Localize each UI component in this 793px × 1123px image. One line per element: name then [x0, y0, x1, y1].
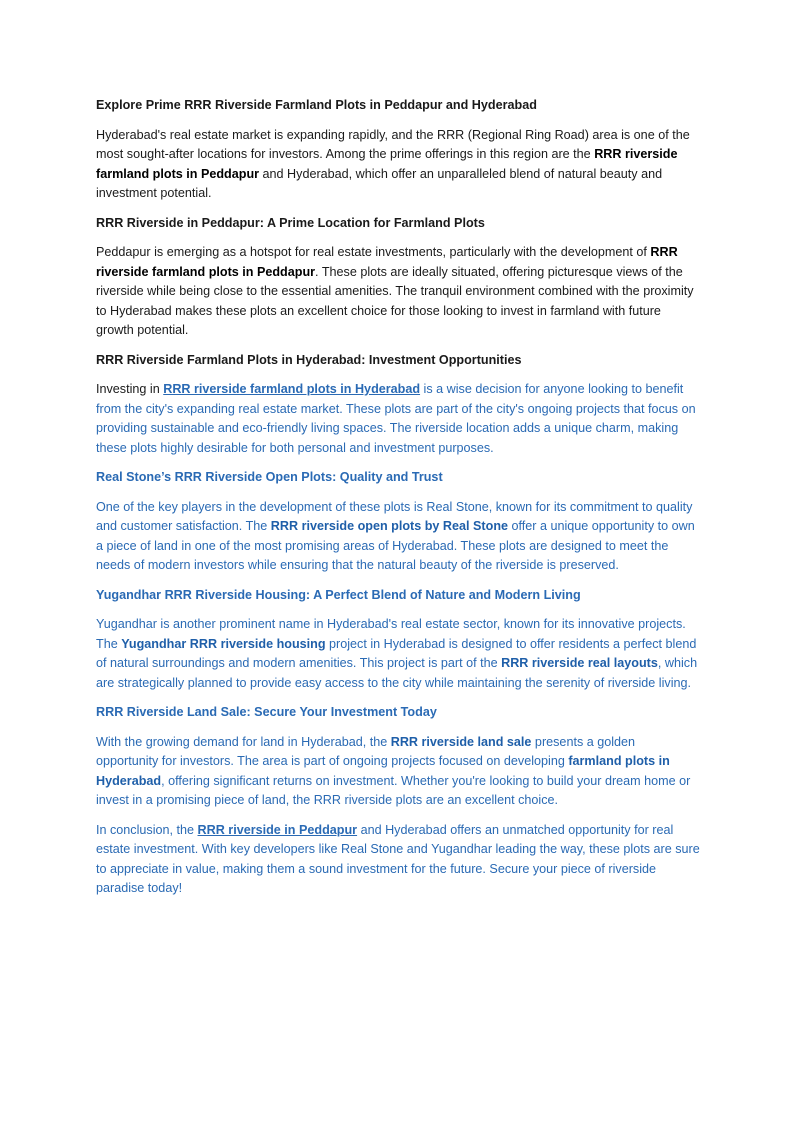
text-run: Peddapur is emerging as a hotspot for real estate investments, particularly with the development of: [96, 245, 651, 259]
article-body: [96, 96, 700, 909]
hyderabad-paragraph: [96, 380, 700, 458]
link-rrr-hyderabad[interactable]: RRR riverside farmland plots in Hyderabad: [163, 382, 421, 396]
text-run: One of the key players in the development of these plots is Real Stone, known for its commitment to quality and customer satisfaction. The: [96, 499, 693, 533]
link-rrr-peddapur[interactable]: RRR riverside in Peddapur: [197, 822, 358, 837]
bold-run: RRR riverside open plots by Real Stone: [270, 519, 509, 533]
text-run: and Hyderabad, which offer an unparalleled blend of natural beauty and investment potential.: [96, 166, 663, 200]
land-sale-paragraph: [96, 733, 700, 811]
text-run: With the growing demand for land in Hyderabad, the: [96, 734, 391, 749]
text-run: and Hyderabad offers an unmatched opportunity for real estate investment. With key developers like Real Stone and Yugandhar leading the way, these plots are sure to appreciate in value, making them a sound investment for the future. Secure your piece of riverside paradise today!: [96, 822, 700, 895]
section-heading-land-sale: RRR Riverside Land Sale: Secure Your Investment Today: [96, 705, 437, 719]
section-heading-hyderabad: RRR Riverside Farmland Plots in Hyderabad: Investment Opportunities: [96, 352, 522, 367]
text-run: Yugandhar is another prominent name in Hyderabad's real estate sector, known for its innovative projects. The: [96, 617, 686, 651]
bold-run: farmland plots in Hyderabad: [96, 754, 670, 788]
real-stone-paragraph: [96, 498, 700, 576]
text-run: is a wise decision for anyone looking to benefit from the city's expanding real estate market. These plots are part of the city's ongoing projects that focus on providing sustainable and eco-friendly living spaces. The riverside location adds a unique charm, making these plots highly desirable for both personal and investment purposes.: [96, 382, 696, 455]
conclusion-paragraph: [96, 821, 700, 899]
text-run: offer a unique opportunity to own a piece of land in one of the most promising areas of Hyderabad. These plots are designed to meet the needs of modern investors while ensuring that the natural beauty of the riverside is preserved.: [96, 519, 695, 572]
section-heading-real-stone: Real Stone’s RRR Riverside Open Plots: Quality and Trust: [96, 470, 443, 484]
text-run: Hyderabad's real estate market is expanding rapidly, and the RRR (Regional Ring Road) area is one of the most sought-after locations for investors. Among the prime offerings in this region are the: [96, 127, 690, 161]
text-run: Investing in: [96, 382, 164, 396]
section-heading-yugandhar: Yugandhar RRR Riverside Housing: A Perfect Blend of Nature and Modern Living: [96, 587, 581, 602]
section-heading-peddapur: RRR Riverside in Peddapur: A Prime Location for Farmland Plots: [96, 215, 485, 230]
text-run: presents a golden opportunity for investors. The area is part of ongoing projects focused on developing: [96, 734, 636, 768]
bold-run: RRR riverside farmland plots in Peddapur: [96, 147, 678, 181]
peddapur-paragraph: [96, 243, 700, 341]
text-run: In conclusion, the: [96, 822, 198, 837]
text-run: , offering significant returns on investment. Whether you're looking to build your dream home or invest in a promising piece of land, the RRR riverside plots are an excellent choice.: [96, 773, 691, 807]
intro-paragraph: [96, 126, 700, 204]
text-run: project in Hyderabad is designed to offer residents a perfect blend of natural surroundings and modern amenities. This project is part of the: [96, 636, 697, 670]
bold-run: Yugandhar RRR riverside housing: [121, 636, 326, 651]
article-title: Explore Prime RRR Riverside Farmland Plots in Peddapur and Hyderabad: [96, 98, 537, 112]
text-run: , which are strategically planned to provide easy access to the city while maintaining the serenity of riverside living.: [96, 656, 698, 690]
text-run: . These plots are ideally situated, offering picturesque views of the riverside while being close to the essential amenities. The tranquil environment combined with the proximity to Hyderabad makes these plots an excellent choice for those looking to invest in farmland with future growth potential.: [96, 264, 694, 337]
yugandhar-paragraph: [96, 615, 700, 693]
bold-run: RRR riverside real layouts: [501, 656, 658, 670]
bold-run: RRR riverside land sale: [390, 734, 532, 749]
bold-run: RRR riverside farmland plots in Peddapur: [96, 245, 678, 279]
